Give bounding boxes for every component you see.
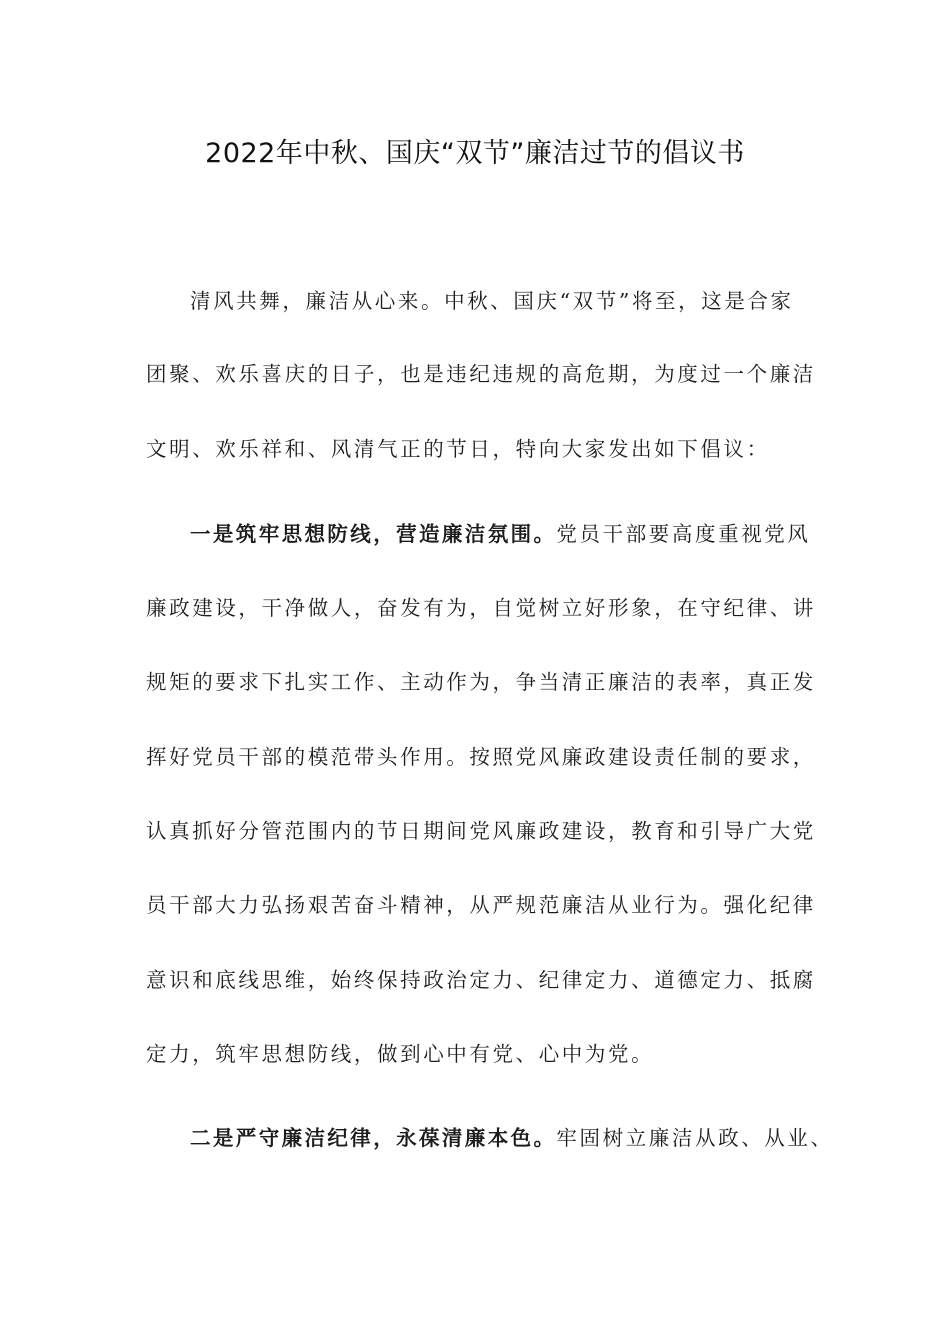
paragraph-2-line-2: 廉政建设，干净做人，奋发有为，自觉树立好形象，在守纪律、讲 xyxy=(146,596,816,620)
paragraph-2-line-3: 规矩的要求下扎实工作、主动作为，争当清正廉洁的表率，真正发 xyxy=(146,670,816,694)
paragraph-3-line-1 xyxy=(190,1123,850,1153)
paragraph-2-line-7: 意识和底线思维，始终保持政治定力、纪律定力、道德定力、抵腐 xyxy=(146,968,816,992)
document-title: 2022年中秋、国庆“双节”廉洁过节的倡议书 xyxy=(205,138,745,169)
paragraph-2-line-4: 挥好党员干部的模范带头作用。按照党风廉政建设责任制的要求， xyxy=(146,745,816,769)
paragraph-1-line-1: 清风共舞，廉洁从心来。中秋、国庆“双节”将至，这是合家 xyxy=(190,289,794,313)
paragraph-3-heading: 二是严守廉洁纪律，永葆清廉本色。 xyxy=(190,1126,557,1150)
paragraph-2-first-line-text: 党员干部要高度重视党风 xyxy=(556,522,811,546)
paragraph-1-line-3: 文明、欢乐祥和、风清气正的节日，特向大家发出如下倡议： xyxy=(146,437,770,461)
paragraph-2-heading: 一是筑牢思想防线，营造廉洁氛围。 xyxy=(190,522,557,546)
paragraph-1-line-2: 团聚、欢乐喜庆的日子，也是违纪违规的高危期，为度过一个廉洁 xyxy=(146,362,816,386)
paragraph-2-line-1 xyxy=(190,519,850,549)
paragraph-2-line-5: 认真抓好分管范围内的节日期间党风廉政建设，教育和引导广大党 xyxy=(146,819,816,843)
paragraph-2-line-6: 员干部大力弘扬艰苦奋斗精神，从严规范廉洁从业行为。强化纪律 xyxy=(146,893,816,917)
paragraph-2-line-8: 定力，筑牢思想防线，做到心中有党、心中为党。 xyxy=(146,1042,655,1066)
paragraph-3-first-line-text: 牢固树立廉洁从政、从业、 xyxy=(556,1126,834,1150)
